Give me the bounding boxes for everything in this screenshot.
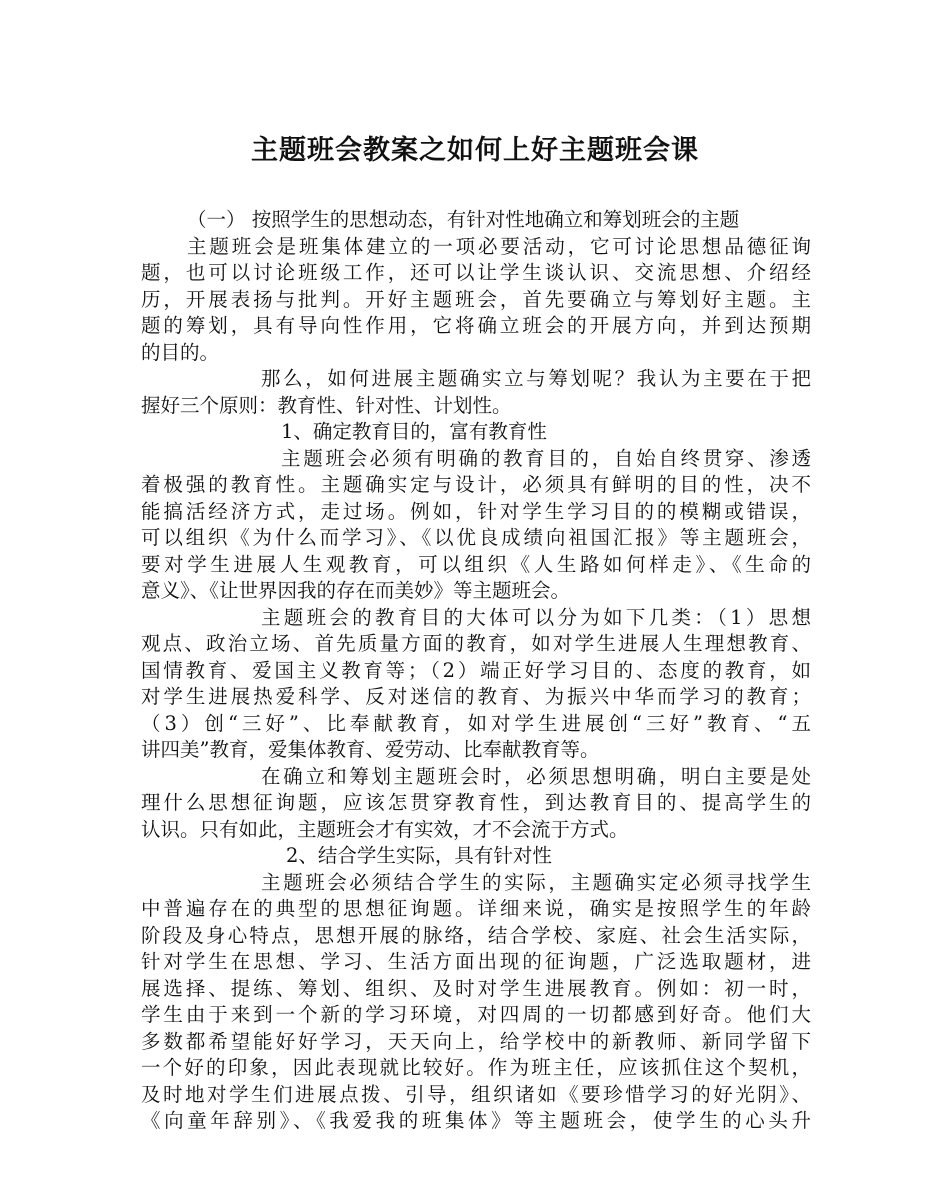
text-line: 阶段及身心特点，思想开展的脉络，结合学校、家庭、社会生活实际， [141,923,811,947]
text-line: 2、结合学生实际，具有针对性 [286,844,552,867]
text-line: 讲四美”教育，爱集体教育、爱劳动、比奉献教育等。 [141,738,600,761]
text-line: 及时地对学生们进展点拨、引导，组织诸如《要珍惜学习的好光阴》、 [141,1082,811,1106]
text-line: 在确立和筹划主题班会时，必须思想明确，明白主要是处 [261,764,811,788]
text-line: 理什么思想征询题，应该怎贯穿教育性，到达教育目的、提高学生的 [141,791,811,814]
text-line: 意义》、《让世界因我的存在而美妙》等主题班会。 [141,579,571,602]
text-line: 历，开展表扬与批判。开好主题班会，首先要确立与筹划好主题。主 [141,287,811,311]
text-line: 对学生进展热爱科学、反对迷信的教育、为振兴中华而学习的教育； [141,685,811,708]
text-line: 认识。只有如此，主题班会才有实效，才不会流于方式。 [141,817,629,841]
text-line: 多数都希望能好好学习，天天向上，给学校中的新教师、新同学留下 [141,1029,811,1053]
text-line: 1、确定教育目的，富有教育性 [281,420,547,443]
text-line: 学生由于来到一个新的学习环境，对四周的一切都感到好奇。他们大 [141,1003,811,1026]
text-line: 握好三个原则：教育性、针对性、计划性。 [141,393,512,417]
text-line: 题的筹划，具有导向性作用，它将确立班会的开展方向，并到达预期 [141,314,811,337]
text-line: 的目的。 [141,340,220,364]
text-line: 要对学生进展人生观教育，可以组织《人生路如何样走》、《生命的 [141,552,811,576]
text-line: 主题班会必须结合学生的实际，主题确实定必须寻找学生 [261,870,811,894]
document-title: 主题班会教案之如何上好主题班会课 [251,135,699,166]
text-line: 可以组织《为什么而学习》、《以优良成绩向祖国汇报》等主题班会， [141,526,811,549]
text-line: 《向童年辞别》、《我爱我的班集体》等主题班会，使学生的心头升 [141,1109,811,1132]
text-line: 着极强的教育性。主题确实定与设计，必须具有鲜明的目的性，决不 [141,473,811,496]
text-line: 观点、政治立场、首先质量方面的教育，如对学生进展人生理想教育、 [141,632,811,655]
text-line: 能搞活经济方式，走过场。例如，针对学生学习目的的模糊或错误， [141,499,811,523]
text-line: 中普遍存在的典型的思想征询题。详细来说，确实是按照学生的年龄 [141,897,811,920]
text-line: 一个好的印象，因此表现就比较好。作为班主任，应该抓住这个契机， [141,1056,811,1079]
text-line: （一） 按照学生的思想动态，有针对性地确立和筹划班会的主题 [187,208,740,231]
text-line: （3）创“三好”、比奉献教育，如对学生进展创“三好”教育、“五 [141,711,811,735]
text-line: 主题班会是班集体建立的一项必要活动，它可讨论思想品德征询 [187,234,811,258]
text-line: 针对学生在思想、学习、生活方面出现的征询题，广泛选取题材，进 [141,950,811,973]
text-line: 题，也可以讨论班级工作，还可以让学生谈认识、交流思想、介绍经 [141,261,811,284]
text-line: 那么，如何进展主题确实立与筹划呢？我认为主要在于把 [261,367,811,390]
text-line: 国情教育、爱国主义教育等；（2）端正好学习目的、态度的教育，如 [141,658,811,682]
text-line: 展选择、提练、筹划、组织、及时对学生进展教育。例如：初一时， [141,976,811,1000]
document-body [141,207,811,1135]
text-line: 主题班会的教育目的大体可以分为如下几类：（1）思想 [261,605,811,629]
text-line: 主题班会必须有明确的教育目的，自始自终贯穿、渗透 [281,446,811,470]
